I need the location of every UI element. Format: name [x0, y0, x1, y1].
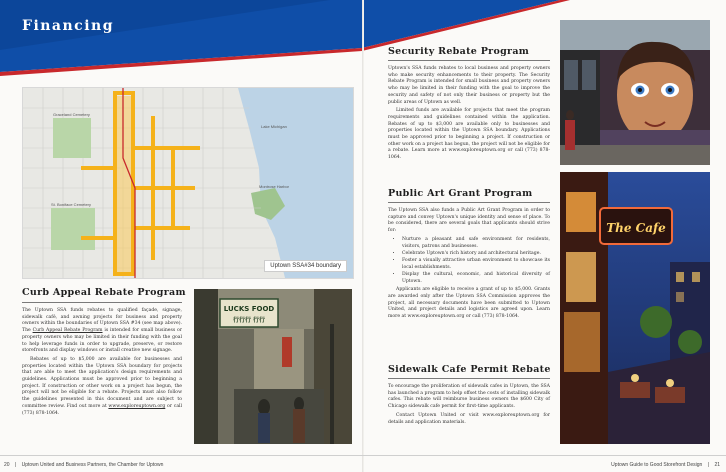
cafe-neon-sign-text: The Cafe: [606, 221, 666, 235]
map-label-graceland: Graceland Cemetery: [53, 112, 90, 117]
lucks-food-sign-text: LUCKS FOOD: [223, 305, 275, 313]
curb-appeal-heading: Curb Appeal Rebate Program: [22, 287, 186, 298]
art-goal-item: • Nurture a pleasant and safe environment for residents, visitors, patrons and businesses.: [402, 237, 550, 250]
curb-program-link[interactable]: Curb Appeal Rebate Program: [32, 328, 103, 334]
security-paragraph-1: Uptown's SSA funds rebates to local business and property owners who make security enhancements to their property. The Security Rebate Program is intended for small business and property owners who may be limited in their funding with the goal to improve the security and safety of not only their business or property but the public areas of Uptown as well.: [388, 66, 550, 105]
art-goal-item: • Celebrate Uptown's rich history and architectural heritage.: [402, 251, 550, 258]
storefront-street-photo: [194, 289, 352, 444]
curb-p2-text-end: or call (773) 878-1064.: [22, 403, 182, 416]
art-intro: The Uptown SSA also funds a Public Art Grant Program in order to capture and convey Uptown's unique identity and sense of place. To be considered, there are several goals that applicants should strive for:: [388, 208, 550, 234]
mural-photo: [560, 20, 710, 165]
curb-appeal-body: [22, 308, 182, 419]
art-goal-item: • Display the cultural, economic, and historical diversity of Uptown.: [402, 272, 550, 285]
sidewalk-heading-rule: [388, 378, 550, 379]
curb-heading-rule: [22, 302, 182, 303]
security-paragraph-2: Limited funds are available for projects that meet the program requirements and guidelines contained within the application. Rebates of up to $3,000 are available only to businesses and properties located within the Uptown SSA boundary. Applications must be approved prior to beginning a project. If construction or other work on a project has begun, the project will not be eligible for a rebate. Learn more at www.exploreuptown.org or call (773) 878-1064.: [388, 108, 550, 161]
map-label-boniface: St. Boniface Cemetery: [51, 202, 92, 207]
public-art-body: [388, 208, 550, 323]
footer-right: Uptown Guide to Good Storefront Design | 21: [611, 462, 720, 468]
map-caption: Uptown SSA#34 boundary: [264, 260, 347, 272]
sidewalk-cafe-body: [388, 384, 550, 428]
curb-paragraph-1: [22, 308, 182, 355]
security-rebate-body: [388, 66, 550, 164]
left-page-number: 20: [4, 462, 10, 468]
curb-p1-text: The Uptown SSA funds rebates to qualified façade, signage, sidewalk café, and awning projects for business and property owners within the boundaries of Uptown SSA #34 (see map above). The: [22, 308, 182, 334]
security-heading-rule: [388, 60, 550, 61]
security-rebate-heading: Security Rebate Program: [388, 46, 530, 57]
footer-left: 20 | Uptown United and Business Partners, the Chamber for Uptown: [4, 462, 164, 468]
public-art-heading: Public Art Grant Program: [388, 188, 533, 199]
art-goals-list: [396, 237, 550, 285]
sidewalk-paragraph-1: To encourage the proliferation of sidewalk cafes in Uptown, the SSA has launched a program to help offset the costs of installing sidewalk cafes. This rebate will reimburse business owners the $600 City of Chicago sidewalk cafe permit for first-time applicants.: [388, 384, 550, 410]
art-goal-item: • Foster a visually attractive urban environment to showcase its local establishments.: [402, 258, 550, 271]
map-label-harbor: Montrose Harbor: [259, 184, 290, 189]
map-label-lake: Lake Michigan: [261, 124, 287, 129]
sidewalk-cafe-heading: Sidewalk Cafe Permit Rebate: [388, 364, 551, 375]
curb-paragraph-2: [22, 357, 182, 417]
page-gutter: [362, 0, 364, 472]
curb-p2-text: Rebates of up to $5,000 are available for businesses and properties located within the Uptown SSA boundary for projects that are able to meet the application's design requirements and guidelines. Applications must be approved prior to beginning a project. If construction or other work on a project has begun, the project will not be eligible for a rebate. Projects must also follow the guidelines presented in this document and are subject to committee review. Find out more at: [22, 356, 182, 409]
footer-divider: [0, 455, 726, 456]
curb-p1-text-end: is intended for small business or property owners who may be limited in their funding with the goal to help leverage funds in order to upgrade, preserve, or restore storefronts and display windows or install creative new signage.: [22, 328, 182, 354]
right-page-number: 21: [714, 462, 720, 468]
cafe-night-photo: [560, 172, 710, 444]
exploreuptown-link[interactable]: www.exploreuptown.org: [108, 403, 166, 409]
sidewalk-paragraph-2: Contact Uptown United or visit www.exploreuptown.org for details and application materials.: [388, 412, 550, 425]
uptown-boundary-map: [22, 87, 354, 279]
right-footer-text: Uptown Guide to Good Storefront Design: [611, 462, 703, 468]
section-title: Financing: [22, 18, 114, 34]
art-paragraph-2: Applicants are eligible to receive a grant of up to $5,000. Grants are awarded only after the Uptown SSA Commission approves the project, all necessary documents have been submitted to Uptown United, and project details and logistics are agreed upon. Learn more at www.exploreuptown.org or call (773) 878-1064.: [388, 287, 550, 320]
map-drawing: [23, 88, 353, 278]
left-footer-text: Uptown United and Business Partners, the Chamber for Uptown: [21, 462, 164, 468]
lucks-food-sign-chinese: 行行行 行行: [232, 317, 266, 324]
art-heading-rule: [388, 202, 550, 203]
